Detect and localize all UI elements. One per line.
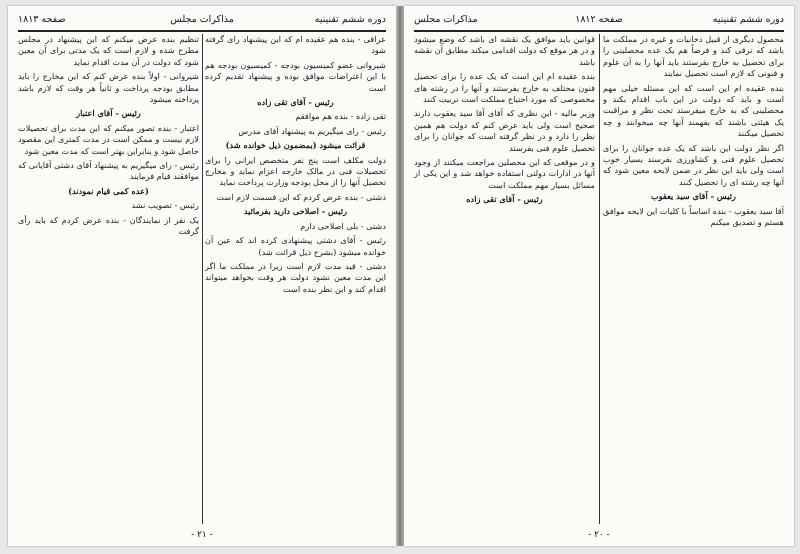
paragraph: تقی زاده - بنده هم موافقم — [295, 111, 386, 122]
left-page — [8, 6, 396, 546]
speaker-heading: رئیس - آقای تقی زاده — [257, 97, 334, 108]
left-session-label: دوره ششم تقنینیه — [314, 14, 386, 25]
paragraph: وزیر مالیه - این نظری که آقای آقا سید یعقوب دارند صحیح است ولی باید عرض کنم که دولت هم همین نظر را دارد و در نظر گرفته است که جوانان را برای تحصیل علوم فنی بفرستد — [414, 108, 595, 153]
paragraph: رئیس - رای میگیریم به پیشنهاد آقای دشتی آقایانی که موافقند قیام فرمایند — [18, 160, 199, 182]
parenthetical-note: (عده کمی قیام نمودند) — [68, 185, 149, 196]
left-page-right-column — [205, 34, 386, 520]
right-folio: - ۲۰ - — [588, 530, 610, 540]
speaker-heading: رئیس - آقای سید یعقوب — [651, 191, 736, 202]
paragraph: دشتی - بنده عرض کردم که این قسمت لازم است — [216, 191, 386, 202]
paragraph: رئیس - آقای دشتی پیشنهادی کرده اند که عین آن خوانده میشود (بشرح ذیل قرائت شد) — [205, 235, 386, 257]
paragraph: دشتی - بلی اصلاحی دارم — [300, 220, 386, 231]
paragraph: عراقی - بنده هم عقیده ام که این پیشنهاد رای گرفته شود — [205, 34, 386, 56]
paragraph: شیروانی عضو کمیسیون بودجه - کمیسیون بودجه هم با این اعتراضات موافق بوده و پیشنهاد تقدیم کرده است — [205, 59, 386, 93]
header-rule — [18, 30, 386, 32]
book-gutter — [396, 6, 404, 546]
paragraph: و در موقعی که این محصلین مراجعت میکنند از وجود آنها در ادارات دولتی استفاده خواهد شد و این یکی از مسائل بسیار مهم مملکت است — [414, 157, 595, 190]
paragraph: بنده عقیده ام این است که این مسئله خیلی مهم است و باید که دولت در این باب اقدام بکند و محصلینی که به خارج میفرستد تحت نظر و مراقبت یک هیئتی باشند که بفهمند آنها چه میخوانند و چه تحصیل میکنند — [603, 82, 784, 139]
speaker-heading: رئیس - اصلاحی دارید بفرمائید — [243, 206, 348, 217]
paragraph: یک نفر از نمایندگان - بنده عرض کردم که باید رأی گرفت — [18, 214, 199, 237]
right-page-left-column — [414, 34, 595, 520]
paragraph: محصول دیگری از قبیل دخانیات و غیره در مملکت ما باشد که ترقی کند و فرضاً هم یک عده محصلینی را برای تحصیل به خارج بفرستند باید آنها را به آن علوم و فنونی که لازم است تحصیل نمایند — [603, 34, 784, 79]
paragraph: اعتبار - بنده تصور میکنم که این مدت برای تحصیلات لازم نیست و ممکن است در مدت کمتری این مقصود حاصل شود و بنابراین بهتر است که مدت معین شود — [18, 122, 199, 156]
paragraph: رئیس - رای میگیریم به پیشنهاد آقای مدرس — [238, 125, 386, 136]
column-rule — [599, 34, 600, 524]
paragraph: رئیس - تصویب نشد — [131, 200, 199, 211]
right-page-number: صفحه ۱۸۱۲ — [575, 14, 623, 25]
header-rule — [414, 30, 784, 32]
speaker-heading: رئیس - آقای اعتبار — [76, 108, 141, 119]
right-page — [404, 6, 794, 546]
left-page-number: صفحه ۱۸۱۳ — [18, 14, 66, 25]
paragraph: اگر نظر دولت این باشد که یک عده جوانان را برای تحصیل علوم فنی و کشاورزی بفرستد بسیار خوب است ولی باید این نظر در ضمن لایحه معین شود که آنها چه رشته ای را تحصیل کنند — [603, 142, 784, 187]
speaker-heading: رئیس - آقای تقی زاده — [466, 194, 543, 205]
right-session-label: دوره ششم تقنینیه — [712, 14, 784, 25]
paragraph: دشتی - قید مدت لازم است زیرا در مملکت ما اگر این مدت معین نشود دولت هر وقت بخواهد میتواند اقدام کند و این نظر بنده است — [205, 260, 386, 294]
left-folio: - ۲۱ - — [191, 530, 213, 540]
right-page-header — [414, 14, 784, 30]
right-page-title: مذاکرات مجلس — [414, 14, 478, 25]
paragraph: شیروانی - اولاً بنده عرض کنم که این مخارج را باید مطابق بودجه پرداخت و ثانیاً هر وقت که لازم باشد پرداخته میشود — [18, 71, 199, 105]
paragraph: قوانین باید موافق یک نقشه ای باشد که وضع میشود و در هر موقع که دولت اقدامی میکند مطابق آن نقشه باشد — [414, 34, 595, 67]
paragraph: تنظیم بنده عرض میکنم که این پیشنهاد در مجلس مطرح شده و لازم است که یک مدتی برای آن معین شود که دولت در آن مدت اقدام نماید — [18, 34, 199, 67]
left-page-title: مذاکرات مجلس — [170, 14, 234, 25]
paragraph: دولت مکلف است پنج نفر متخصص ایرانی را برای تحصیلات فنی در مالک خارجه اعزام نماید و مخارج تحصیل آنها را از محل بودجه وزارت پرداخت نماید — [205, 154, 386, 188]
paragraph: آقا سید یعقوب - بنده اساساً با کلیات این لایحه موافق هستم و تصدیق میکنم — [603, 205, 784, 228]
paragraph: بنده عقیده ام این است که یک عده را برای تحصیل فنون مختلف به خارج بفرستند و آنها را در رشته های مخصوصی که مورد احتیاج مملکت است تربیت کنند — [414, 71, 595, 105]
right-page-right-column — [603, 34, 784, 520]
left-page-header — [18, 14, 386, 30]
left-page-left-column — [18, 34, 199, 520]
column-rule — [202, 34, 203, 524]
section-heading: قرائت میشود (بمضمون ذیل خوانده شد) — [225, 140, 366, 151]
